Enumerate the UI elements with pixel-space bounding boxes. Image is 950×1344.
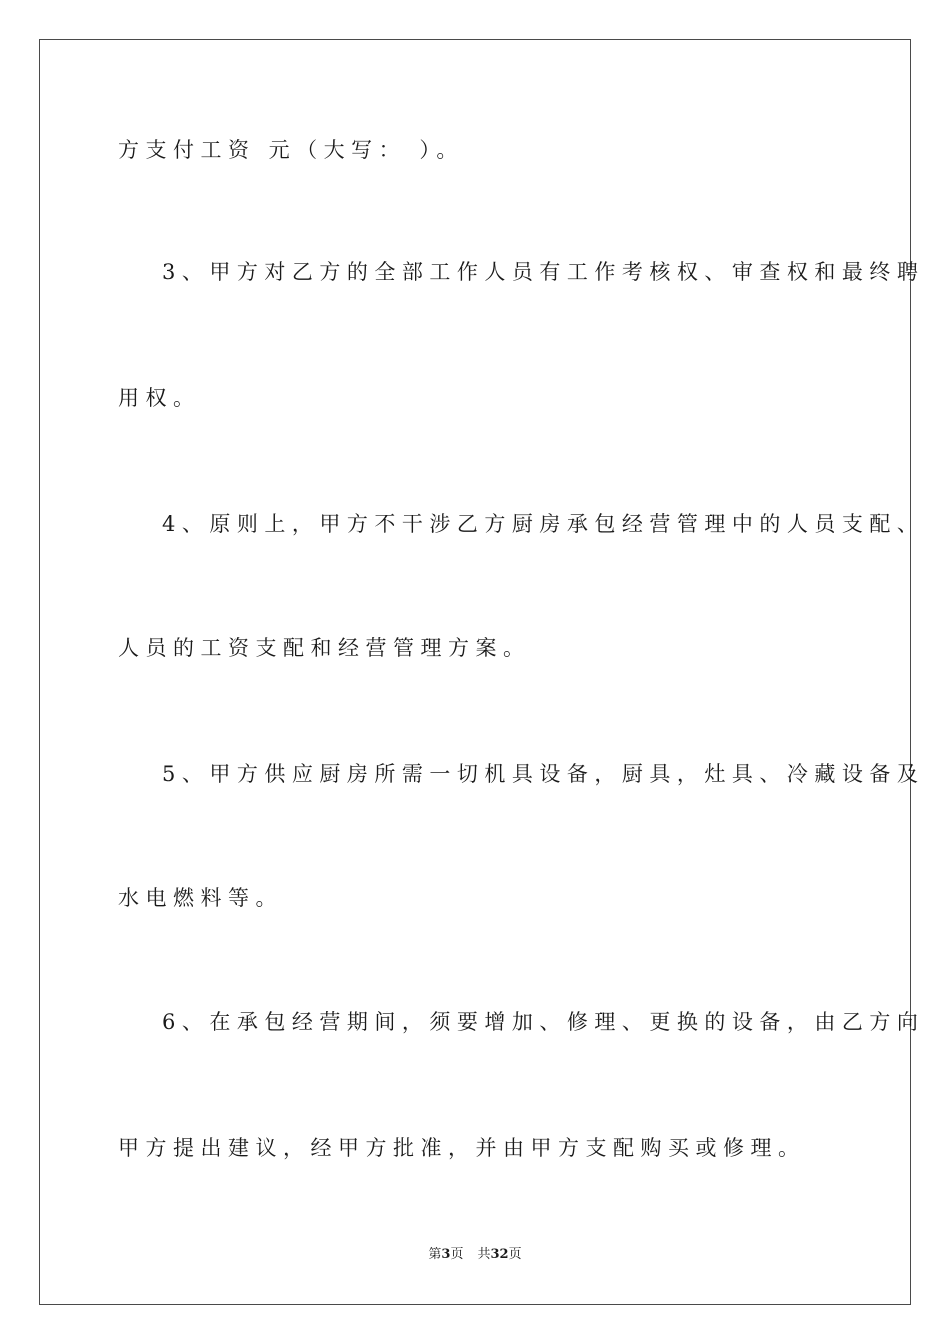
body-line-9: 甲方提出建议，经甲方批准，并由甲方支配购买或修理。 — [118, 1136, 806, 1160]
total-suffix: 页 — [508, 1247, 522, 1262]
total-prefix: 共 — [477, 1247, 491, 1262]
body-line-2: 3、甲方对乙方的全部工作人员有工作考核权、审查权和最终聘 — [162, 260, 925, 284]
body-line-3: 用权。 — [118, 386, 201, 410]
page-suffix: 页 — [450, 1247, 464, 1262]
body-line-8: 6、在承包经营期间，须要增加、修理、更换的设备，由乙方向 — [162, 1010, 925, 1034]
body-line-4: 4、原则上，甲方不干涉乙方厨房承包经营管理中的人员支配、 — [162, 512, 925, 536]
total-pages: 32 — [490, 1247, 509, 1262]
body-line-1: 方支付工资 元（大写： ）。 — [118, 138, 464, 162]
page-number: 3 — [441, 1247, 451, 1262]
page-border — [39, 39, 911, 1305]
body-line-7: 水电燃料等。 — [118, 886, 283, 910]
page-prefix: 第 — [428, 1247, 442, 1262]
body-line-6: 5、甲方供应厨房所需一切机具设备，厨具，灶具、冷藏设备及 — [162, 762, 925, 786]
body-line-5: 人员的工资支配和经营管理方案。 — [118, 636, 531, 660]
page-footer — [0, 1246, 950, 1264]
